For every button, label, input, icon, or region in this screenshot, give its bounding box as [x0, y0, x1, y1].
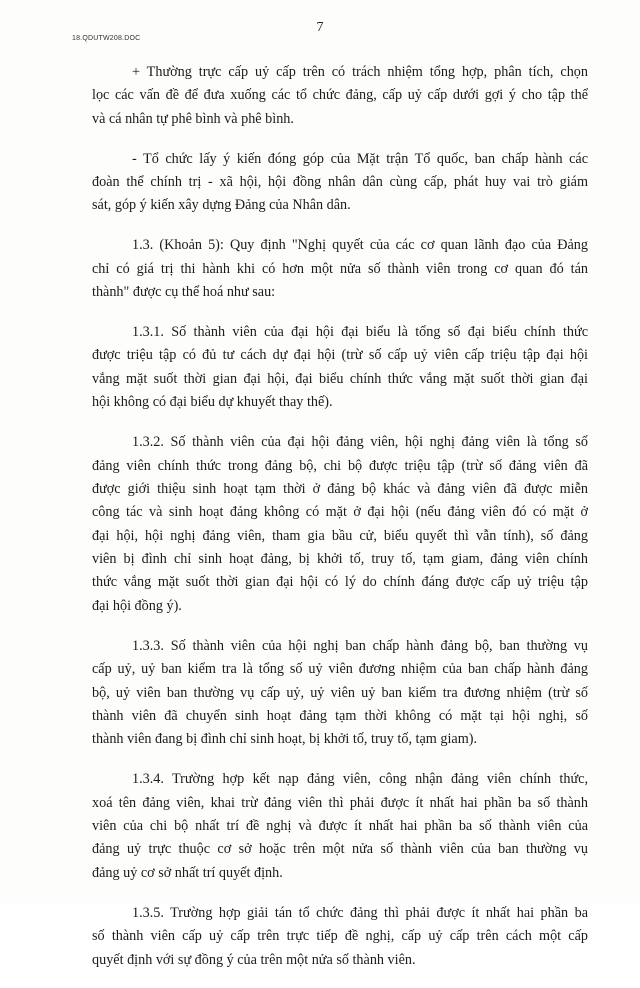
text-line: đảng uỷ trực thuộc cơ sở hoặc trên một nửa số thành viên của ban thường vụ [92, 841, 588, 858]
text-line: viên bị đình chỉ sinh hoạt đảng, bị khởi tố, truy tố, tạm giam, đảng viên chính [92, 551, 588, 568]
text-line: xoá tên đảng viên, khai trừ đảng viên thì phải được ít nhất hai phần ba số thành [92, 794, 588, 811]
text-line: - Tổ chức lấy ý kiến đóng góp của Mặt trận Tổ quốc, ban chấp hành các [132, 150, 588, 167]
text-line: cấp uỷ, uỷ ban kiểm tra là tổng số uỷ viên đương nhiệm của ban chấp hành đảng [92, 661, 588, 678]
paragraph [92, 635, 588, 752]
file-code: 18.QDUTW208.DOC [72, 35, 141, 42]
text-line: số thành viên cấp uỷ cấp trên trực tiếp đề nghị, cấp uỷ cấp trên cách một cấp [92, 928, 588, 945]
paragraph [92, 234, 588, 304]
paragraph [92, 902, 588, 972]
text-line: được triệu tập có đủ tư cách dự đại hội (trừ số cấp uỷ viên cấp triệu tập đại hội [92, 347, 588, 364]
document-body [92, 61, 588, 988]
text-line: công tác và sinh hoạt đảng không có mặt ở đại hội (nếu đảng viên đó có mặt ở [92, 504, 588, 521]
page-number: 7 [316, 20, 324, 35]
text-line: quyết định với sự đồng ý của trên một nửa số thành viên. [92, 951, 416, 968]
paragraph [92, 321, 588, 415]
text-line: 1.3.3. Số thành viên của hội nghị ban chấp hành đảng bộ, ban thường vụ [132, 637, 588, 654]
text-line: + Thường trực cấp uỷ cấp trên có trách nhiệm tổng hợp, phân tích, chọn [132, 64, 588, 80]
text-line: thành viên đã chuyển sinh hoạt đảng tạm thời không có mặt tại hội nghị, số [92, 707, 588, 724]
text-line: vắng mặt suốt thời gian đại hội, đại biểu chính thức vắng mặt suốt thời gian đại [92, 370, 588, 387]
text-line: thành" được cụ thể hoá như sau: [92, 284, 276, 301]
text-line: 1.3.4. Trường hợp kết nạp đảng viên, công nhận đảng viên chính thức, [132, 771, 588, 788]
paragraph [92, 431, 588, 618]
text-line: đại hội đồng ý). [92, 597, 182, 614]
text-line: chỉ có giá trị thi hành khi có hơn một nửa số thành viên trong cơ quan đó tán [92, 260, 588, 277]
text-line: đoàn thể chính trị - xã hội, hội đồng nhân dân cùng cấp, phát huy vai trò giám [92, 174, 588, 191]
text-line: sát, góp ý kiến xây dựng Đảng của Nhân dân. [92, 197, 351, 214]
text-line: bộ, uỷ viên ban thường vụ cấp uỷ, uỷ viên uỷ ban kiểm tra đương nhiệm (trừ số [92, 684, 588, 701]
text-line: viên của chi bộ nhất trí đề nghị và được ít nhất hai phần ba số thành viên của [92, 818, 588, 835]
text-line: đảng uỷ cơ sở nhất trí quyết định. [92, 864, 283, 881]
paragraph [92, 768, 588, 885]
text-line: 1.3. (Khoản 5): Quy định "Nghị quyết của các cơ quan lãnh đạo của Đảng [132, 237, 588, 254]
text-line: 1.3.5. Trường hợp giải tán tổ chức đảng thì phải được ít nhất hai phần ba [132, 904, 588, 921]
text-line: và cá nhân tự phê bình và phê bình. [92, 110, 294, 127]
paragraph [92, 61, 588, 131]
text-line: hội không có đại biểu dự khuyết thay thế). [92, 394, 333, 411]
paragraph [92, 148, 588, 218]
text-line: 1.3.2. Số thành viên của đại hội đảng viên, hội nghị đảng viên là tổng số [132, 434, 588, 451]
text-line: đại hội, hội nghị đảng viên, tham gia bầu cử, biểu quyết thì vẫn tính), số đảng [92, 527, 588, 544]
text-line: 1.3.1. Số thành viên của đại hội đại biểu là tổng số đại biểu chính thức [132, 324, 588, 341]
text-line: thức vắng mặt suốt thời gian đại hội có lý do chính đáng được cấp uỷ triệu tập [92, 574, 588, 591]
text-line: đảng viên chính thức trong đảng bộ, chi bộ được triệu tập (trừ số đảng viên đã [92, 457, 588, 474]
text-line: thành viên đang bị đình chỉ sinh hoạt, bị khởi tố, truy tố, tạm giam). [92, 731, 477, 748]
text-line: được giới thiệu sinh hoạt tạm thời ở đảng bộ khác và đảng viên đã được miễn [92, 480, 588, 497]
text-line: lọc các vấn đề để đưa xuống các tổ chức đảng, cấp uỷ cấp dưới gợi ý cho tập thể [92, 87, 588, 104]
